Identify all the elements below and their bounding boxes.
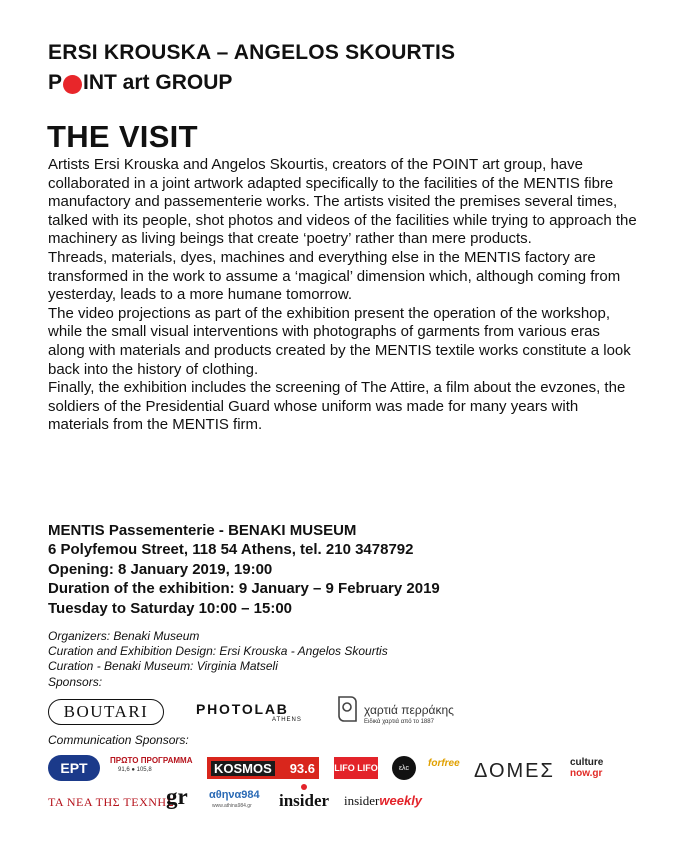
ert-logo: ΕΡΤ (48, 755, 100, 781)
culture-now-logo (570, 757, 603, 779)
body-paragraph: Finally, the exhibition includes the screening of The Attire, a film about the evzones, the soldiers of the Presidential Guard whose uniform was made for many years with materials from the MENTIS firm. (48, 379, 626, 434)
sponsors-label: Sponsors: (48, 674, 103, 689)
kosmos-freq: 93.6 (289, 760, 315, 776)
opening: Opening: 8 January 2019, 19:00 (48, 560, 273, 578)
insider-weekly-logo (344, 793, 422, 809)
group-heading (48, 70, 232, 96)
forfree-logo: forfree (428, 758, 460, 769)
venue: MENTIS Passementerie - BENAKI MUSEUM (48, 522, 357, 539)
athina984-logo: αθηνα984 (209, 789, 260, 801)
address: 6 Polyfemou Street, 118 54 Athens, tel. 210 3478792 (48, 541, 414, 559)
kosmos-name: KOSMOS (211, 761, 275, 776)
lifo-logo: LIFO LIFO (334, 757, 378, 779)
athina984-url: www.athina984.gr (212, 803, 252, 809)
credits (48, 629, 388, 690)
insider-logo: insider (279, 791, 330, 810)
perrakis-icon (336, 695, 358, 725)
gr-logo: gr (166, 784, 188, 809)
page-title: THE VISIT (47, 119, 198, 154)
kosmos-logo (207, 757, 319, 779)
proto-programma-sub: 91,6 ● 105,8 (118, 767, 152, 773)
insider-weekly-b: weekly (379, 793, 423, 808)
body-text (48, 156, 638, 435)
insider-dot-icon (301, 784, 307, 790)
boutari-logo: BOUTARI (48, 699, 164, 725)
perrakis-sub: Ειδικά χαρτιά από το 1887 (364, 719, 434, 725)
photolab-sub: ATHENS (272, 717, 302, 723)
photolab-logo: PHOTOLAB (196, 701, 289, 717)
group-prefix: P (48, 71, 63, 94)
culture-now-text: now.gr (570, 768, 603, 779)
artists-heading: ERSI KROUSKA – ANGELOS SKOURTIS (48, 41, 456, 64)
curation-design: Curation and Exhibition Design: Ersi Krouska - Angelos Skourtis (48, 644, 388, 659)
point-dot-icon (63, 75, 82, 94)
comm-sponsors-label: Communication Sponsors: (48, 733, 189, 747)
group-suffix: INT art GROUP (83, 71, 233, 94)
curation-benaki: Curation - Benaki Museum: Virginia Matseli (48, 659, 278, 674)
body-paragraph: The video projections as part of the exhibition present the operation of the workshop, while the small visual interventions with photographs of garments from various eras along with materials and products created by the MENTIS textile works constitute a look back into the history of clothing. (48, 304, 631, 378)
organizers: Organizers: Benaki Museum (48, 629, 200, 643)
proto-programma-logo: ΠΡΩΤΟ ΠΡΟΓΡΑΜΜΑ (110, 756, 193, 765)
exhibition-info (48, 521, 440, 618)
ta-nea-tis-texnis-logo: ΤΑ ΝΕΑ ΤΗΣ ΤΕΧΝΗΣ (48, 795, 175, 809)
duration: Duration of the exhibition: 9 January – 9 February 2019 (48, 580, 440, 598)
opening-hours: Tuesday to Saturday 10:00 – 15:00 (48, 599, 292, 617)
body-paragraph: Artists Ersi Krouska and Angelos Skourtis, creators of the POINT art group, have collaborated in a joint artwork adapted specifically to the facilities of the MENTIS fibre manufactory and passementerie works. The artists visited the premises several times, talked with its people, shot photos and videos of the facilities while trying to approach the machinery as living beings that create ‘poetry’ rather than mere products. (48, 156, 637, 248)
insider-weekly-a: insider (344, 793, 380, 808)
elc-logo: ελc (392, 756, 416, 780)
culture-text: culture (570, 757, 604, 768)
perrakis-logo: χαρτιά περράκης (364, 703, 454, 717)
body-paragraph: Threads, materials, dyes, machines and everything else in the MENTIS factory are transformed in the work to assume a ‘magical’ dimension which, although coming from yesterday, leads to a more humane tomorrow. (48, 248, 621, 304)
domes-logo: ΔΟΜΕΣ (474, 760, 555, 782)
